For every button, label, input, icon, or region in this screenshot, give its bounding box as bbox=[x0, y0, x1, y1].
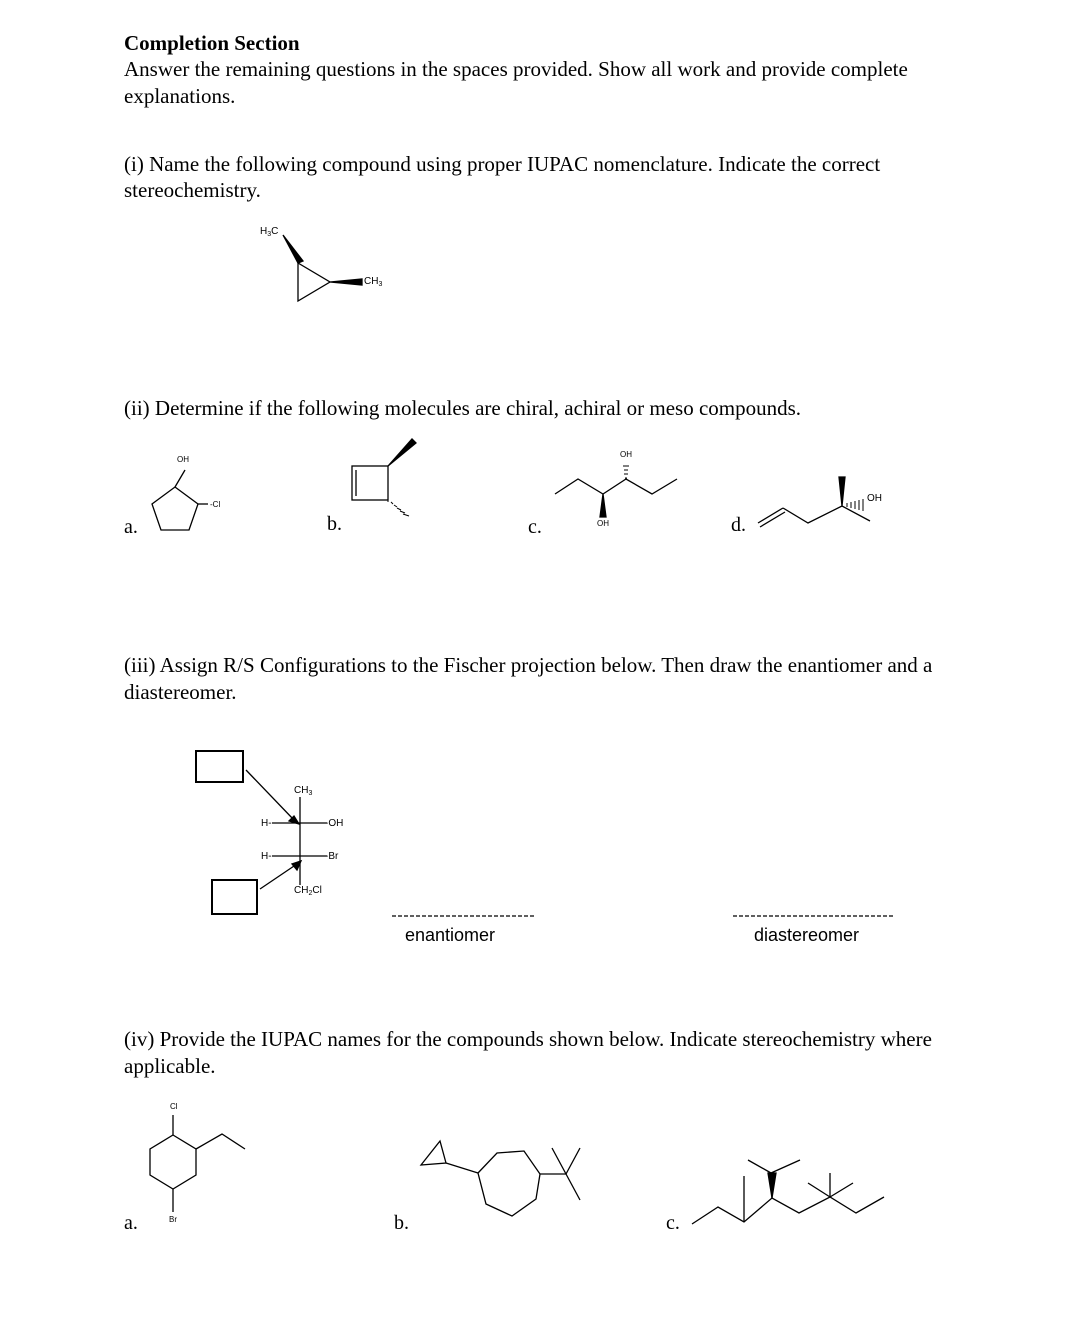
q2a-oh-label: OH bbox=[177, 455, 189, 464]
q1-ch3-label: $CH_3$ bbox=[364, 276, 383, 288]
q4a-br-label: Br bbox=[169, 1215, 177, 1224]
q4a-cl-label: Cl bbox=[170, 1102, 178, 1111]
q4a-letter: a. bbox=[124, 1212, 138, 1234]
section-title: Completion Section bbox=[124, 31, 300, 55]
fischer-row2-left: H- bbox=[261, 851, 272, 862]
q2c-oh-bottom-label: OH bbox=[597, 519, 609, 528]
q4b-structure bbox=[421, 1141, 580, 1216]
q2b-structure bbox=[352, 439, 416, 516]
q2d-oh-label: OH bbox=[867, 493, 882, 504]
fischer-row1-left: H- bbox=[261, 818, 272, 829]
q2a-structure bbox=[152, 470, 208, 530]
q2c-oh-top-label: OH bbox=[620, 450, 632, 459]
q2c-letter: c. bbox=[528, 516, 542, 538]
fischer-bottom-label: $CH_2Cl$ bbox=[294, 885, 322, 897]
fischer-row2-right: -Br bbox=[325, 851, 339, 862]
fischer-top-label: $CH_3$ bbox=[294, 785, 313, 797]
q1-h3c-label: $H_3C$ bbox=[260, 226, 279, 238]
q1-prompt: (i) Name the following compound using proper IUPAC nomenclature. Indicate the correct stereochemistry. bbox=[124, 152, 881, 202]
q4b-letter: b. bbox=[394, 1212, 409, 1234]
q1-cyclopropane-structure bbox=[283, 235, 362, 301]
q3-prompt: (iii) Assign R/S Configurations to the Fischer projection below. Then draw the enantiomer and a diastereomer. bbox=[124, 653, 933, 704]
q2d-structure bbox=[758, 477, 870, 527]
q4c-structure bbox=[692, 1160, 884, 1224]
q2a-letter: a. bbox=[124, 516, 138, 538]
q4a-structure bbox=[150, 1115, 245, 1212]
enantiomer-label: enantiomer bbox=[405, 925, 496, 945]
q2c-structure bbox=[555, 466, 677, 517]
fischer-row1-right: -OH bbox=[325, 818, 344, 829]
instructions: Answer the remaining questions in the spaces provided. Show all work and provide complete explanations. bbox=[124, 57, 908, 108]
diastereomer-label: diastereomer bbox=[754, 925, 860, 945]
q2a-cl-label: -Cl bbox=[210, 500, 221, 509]
q4-prompt: (iv) Provide the IUPAC names for the compounds shown below. Indicate stereochemistry where applicable. bbox=[124, 1027, 932, 1078]
q4c-letter: c. bbox=[666, 1212, 680, 1234]
q2d-letter: d. bbox=[731, 514, 746, 536]
q2-prompt: (ii) Determine if the following molecules are chiral, achiral or meso compounds. bbox=[124, 396, 802, 420]
q2b-letter: b. bbox=[327, 513, 342, 535]
